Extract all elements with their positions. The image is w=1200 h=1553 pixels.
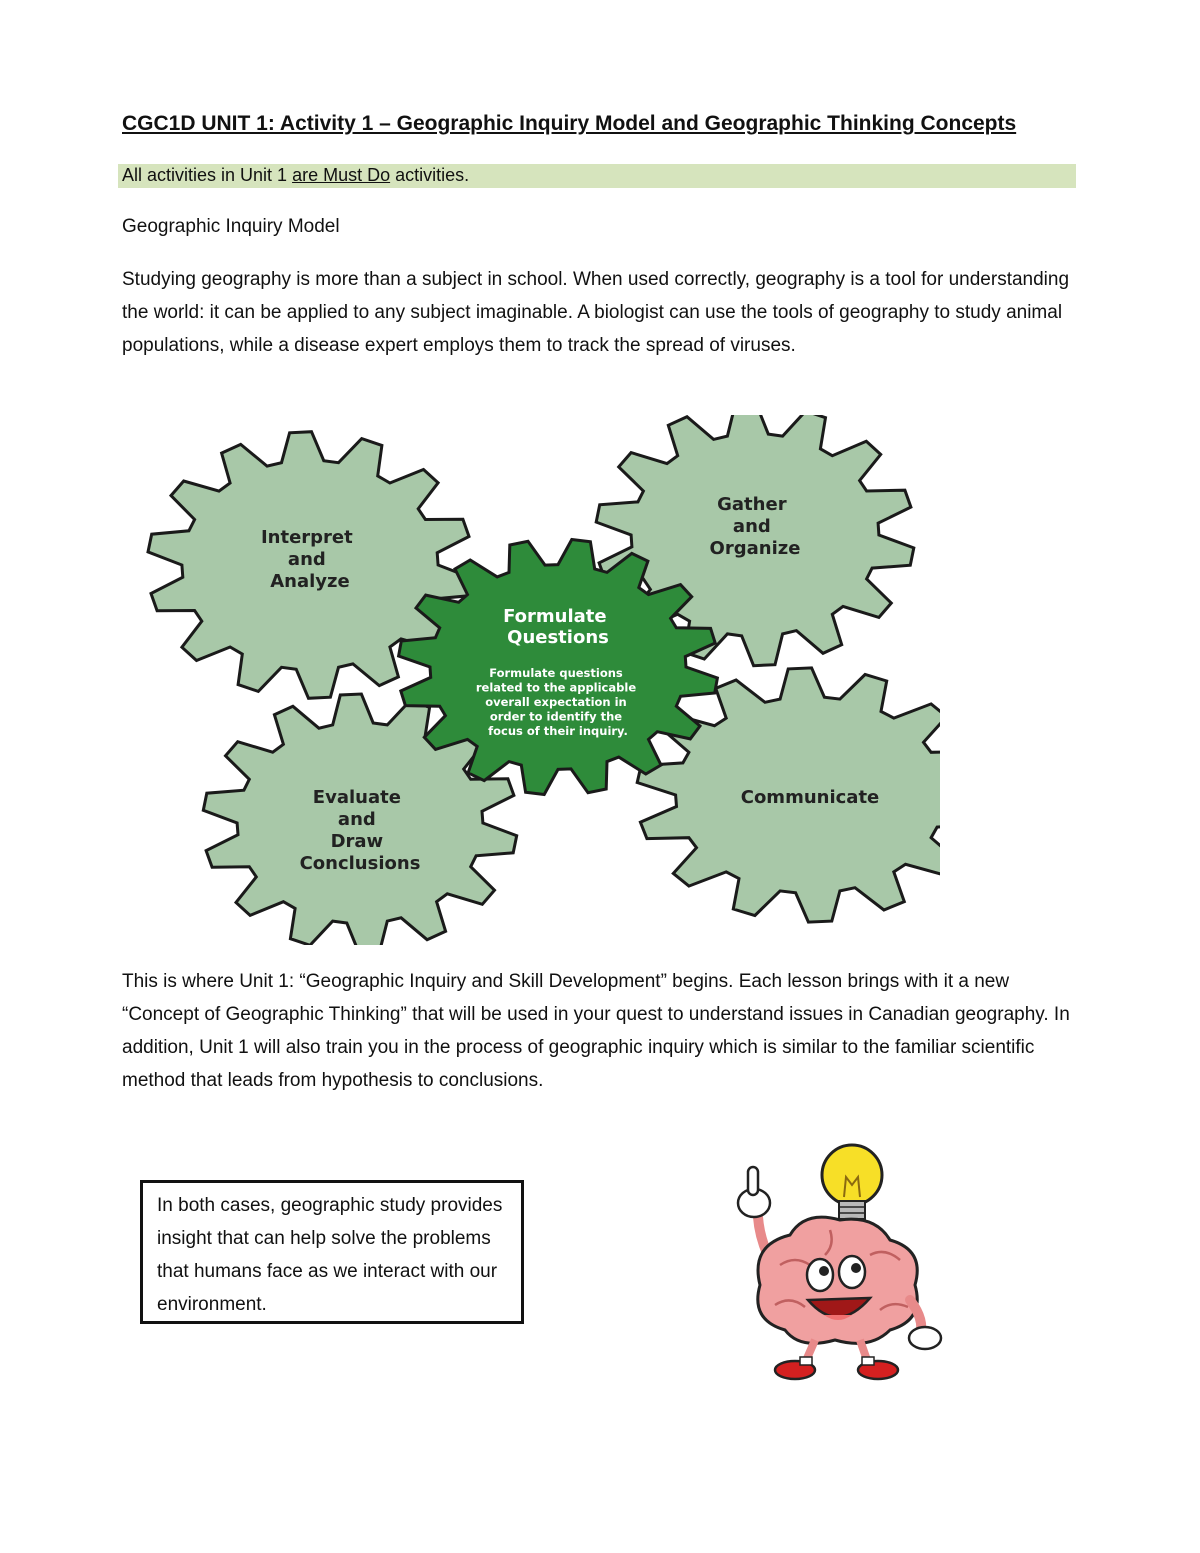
open-hand-icon bbox=[909, 1300, 941, 1349]
gear-label-line: Gather bbox=[717, 494, 787, 515]
notice-suffix: activities. bbox=[390, 165, 470, 185]
gear-body-line: order to identify the bbox=[489, 709, 623, 724]
svg-text:Communicate bbox=[741, 787, 880, 808]
legs-and-shoes bbox=[775, 1340, 898, 1379]
callout-box: In both cases, geographic study provides insight that can help solve the problems that humans face as we interact with our environment. bbox=[140, 1180, 524, 1324]
gear-label-line: Evaluate bbox=[312, 787, 401, 808]
gear-label-line: Conclusions bbox=[299, 853, 421, 874]
section-heading: Geographic Inquiry Model bbox=[122, 216, 340, 237]
svg-text:Formulate questions relate bbox=[476, 666, 640, 738]
brain-body bbox=[758, 1217, 917, 1343]
brain-lightbulb-icon bbox=[720, 1135, 960, 1385]
gear-body-line: focus of their inquiry. bbox=[488, 724, 628, 738]
gear-label-line: Draw bbox=[330, 831, 384, 852]
gear-body-line: related to the applicable bbox=[475, 680, 637, 695]
gear-body-line: overall expectation in bbox=[485, 695, 627, 709]
notice-prefix: All activities in Unit 1 bbox=[122, 165, 293, 185]
gear-label-line: and bbox=[287, 549, 326, 570]
gear-label-line: and bbox=[732, 516, 771, 537]
must-do-notice bbox=[122, 165, 469, 186]
gear-label-line: Formulate bbox=[503, 606, 607, 627]
gear-label-line: Interpret bbox=[260, 527, 353, 548]
gear-label-line: Communicate bbox=[740, 787, 880, 808]
gear-body-line: Formulate questions bbox=[489, 666, 623, 680]
svg-text:Formulate Questions bbox=[503, 606, 613, 648]
gear-label-line: Questions bbox=[507, 627, 609, 648]
notice-underlined: are Must Do bbox=[292, 165, 391, 185]
gear-label-line: Analyze bbox=[270, 571, 350, 592]
gear-label-line: and bbox=[337, 809, 376, 830]
intro-paragraph: Studying geography is more than a subject in school. When used correctly, geography is a tool for understanding the world: it can be applied to any subject imaginable. A biologist can use the tools of geography to study animal populations, while a disease expert employs them to track the spread of viruses. bbox=[122, 269, 1070, 356]
inquiry-model-diagram bbox=[120, 415, 940, 945]
lightbulb-icon bbox=[822, 1145, 882, 1219]
gear-label-line: Organize bbox=[709, 538, 801, 559]
unit-overview-paragraph: This is where Unit 1: “Geographic Inquiry and Skill Development” begins. Each lesson brings with it a new “Concept of Geographic Thinking” that will be used in your quest to understand issues in Canadian geography. In addition, Unit 1 will also train you in the process of geographic inquiry which is similar to the familiar scientific method that leads from hypothesis to conclusions. bbox=[122, 971, 1070, 1091]
page-title: CGC1D UNIT 1: Activity 1 – Geographic Inquiry Model and Geographic Thinking Concepts bbox=[122, 112, 1017, 135]
